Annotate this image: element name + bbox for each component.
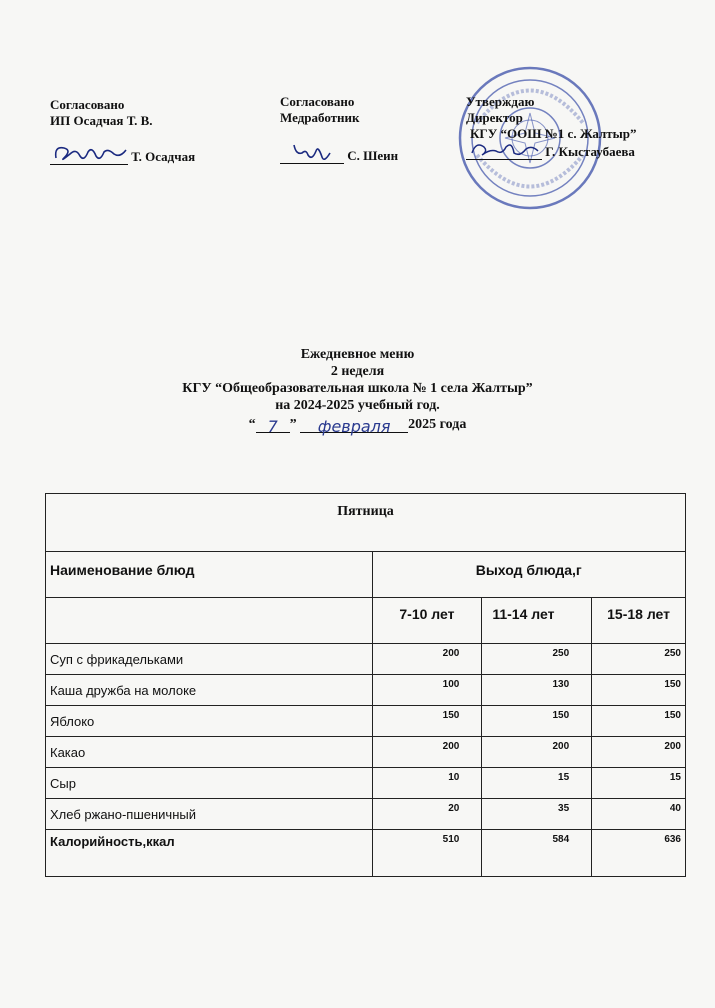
approval-left-org: ИП Осадчая Т. В. <box>50 113 153 128</box>
age-header-empty <box>46 598 373 644</box>
approval-right-name: Г. Кыстаубаева <box>545 144 635 159</box>
table-row <box>46 706 686 737</box>
date-month-line <box>300 417 408 436</box>
table-row <box>46 737 686 768</box>
menu-table <box>45 493 686 877</box>
day-header: Пятница <box>46 494 686 552</box>
age-header: 15-18 лет <box>592 598 686 644</box>
portion-value: 130 <box>482 675 592 706</box>
doc-school: КГУ “Общеобразовательная школа № 1 села Жалтыр” <box>182 381 533 396</box>
approval-middle-title: Согласовано <box>280 94 355 109</box>
approval-right <box>466 94 637 160</box>
dish-name: Яблоко <box>46 706 373 737</box>
table-row <box>46 799 686 830</box>
signature-line-left <box>50 150 128 165</box>
portion-value: 200 <box>592 737 686 768</box>
portion-value: 200 <box>372 644 482 675</box>
portion-value: 35 <box>482 799 592 830</box>
portion-value: 200 <box>372 737 482 768</box>
approval-left-title: Согласовано <box>50 97 125 112</box>
dish-name: Какао <box>46 737 373 768</box>
table-row <box>46 675 686 706</box>
dish-name: Суп с фрикадельками <box>46 644 373 675</box>
signature-right <box>466 137 542 161</box>
date-year: 2025 года <box>408 417 467 432</box>
portion-value: 150 <box>592 706 686 737</box>
portion-value: 150 <box>372 706 482 737</box>
date-month: февраля <box>317 417 391 436</box>
table-row <box>46 768 686 799</box>
signature-middle <box>280 139 344 165</box>
approval-right-role: Директор <box>466 110 523 125</box>
dish-name: Каша дружба на молоке <box>46 675 373 706</box>
approval-left-name: Т. Осадчая <box>131 149 196 164</box>
calories-value: 636 <box>592 830 686 877</box>
signature-line-middle <box>280 149 344 164</box>
portion-value: 10 <box>372 768 482 799</box>
portion-value: 250 <box>482 644 592 675</box>
table-row <box>46 644 686 675</box>
portion-value: 40 <box>592 799 686 830</box>
date-day: 7 <box>267 417 278 436</box>
doc-date <box>0 416 715 436</box>
doc-year: на 2024-2025 учебный год. <box>275 398 440 413</box>
portion-value: 150 <box>592 675 686 706</box>
doc-title: Ежедневное меню <box>300 347 415 362</box>
approval-right-title: Утверждаю <box>466 94 535 109</box>
calories-value: 510 <box>372 830 482 877</box>
portion-value: 150 <box>482 706 592 737</box>
dish-name: Сыр <box>46 768 373 799</box>
approval-right-org: КГУ “ООШ №1 с. Жалтыр” <box>470 126 637 141</box>
approval-middle-name: С. Шеин <box>347 148 399 163</box>
total-row <box>46 830 686 877</box>
portion-value: 20 <box>372 799 482 830</box>
calories-label: Калорийность,ккал <box>46 830 373 877</box>
approval-left <box>50 97 195 165</box>
dish-name: Хлеб ржано-пшеничный <box>46 799 373 830</box>
doc-week: 2 неделя <box>330 364 385 379</box>
portion-value: 200 <box>482 737 592 768</box>
signature-left <box>50 140 128 166</box>
portion-value: 250 <box>592 644 686 675</box>
portion-value: 15 <box>482 768 592 799</box>
col-header-name: Наименование блюд <box>46 552 373 598</box>
age-header: 11-14 лет <box>482 598 592 644</box>
date-open-quote: “ <box>248 417 256 432</box>
signature-line-right <box>466 145 542 160</box>
date-close-quote: ” <box>289 417 297 432</box>
approval-middle-role: Медработник <box>280 110 360 125</box>
portion-value: 15 <box>592 768 686 799</box>
age-header: 7-10 лет <box>372 598 482 644</box>
approval-middle <box>280 94 398 164</box>
date-day-line <box>256 417 290 436</box>
col-header-output: Выход блюда,г <box>372 552 686 598</box>
calories-value: 584 <box>482 830 592 877</box>
portion-value: 100 <box>372 675 482 706</box>
